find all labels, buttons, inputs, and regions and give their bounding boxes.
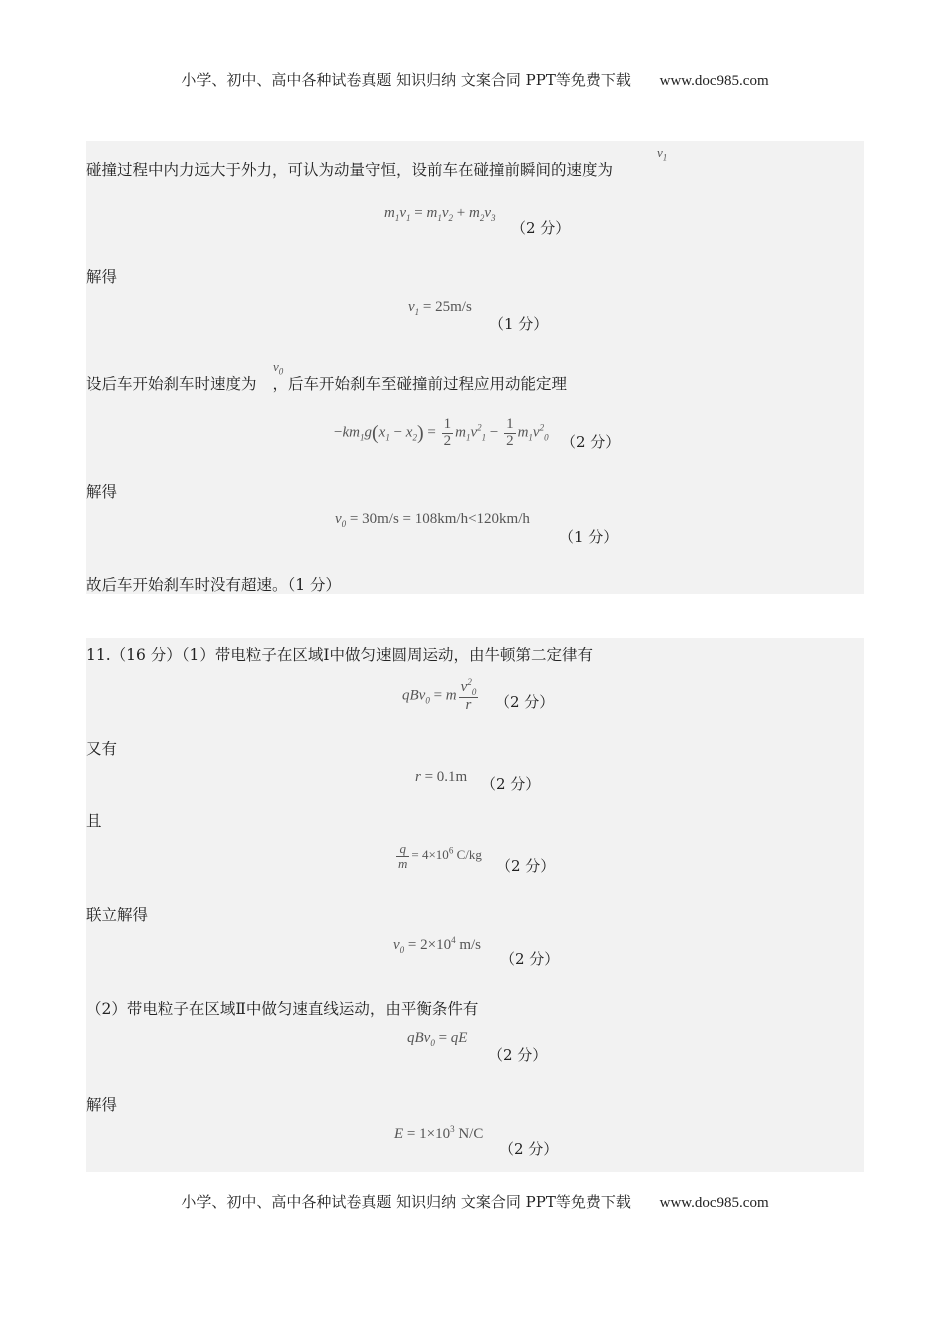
points-badge: （2 分） (561, 433, 621, 451)
part-2-intro: （2）带电粒子在区域Ⅱ中做匀速直线运动，由平衡条件有 (86, 1000, 479, 1018)
solve-label: 解得 (86, 1096, 118, 1114)
points-badge: （2 分） (499, 1140, 559, 1158)
balance-equation: qBv$_0$ = qE (407, 1030, 468, 1048)
charge-mass-equation: $\frac{q}{m}$ = $4\times 10^6$ C/kg (398, 841, 482, 871)
conclusion: 故后车开始刹车时没有超速。（1 分） (86, 576, 342, 594)
solution-panel-1 (86, 141, 864, 594)
also-label: 又有 (86, 740, 118, 758)
v0-velocity-result: $v_0 = 2\times 10^4$ m/s (393, 935, 482, 955)
v0-symbol: $v_0$ (273, 359, 284, 377)
solve-label: 解得 (86, 268, 118, 286)
work-energy-equation: $-km_1g(x_1 - x_2)$ = $\frac{1}{2}$ $m_1v^2_1$ − $\frac{1}{2}$ $m_1v^2_0$ (334, 416, 549, 449)
footer-site: www.doc985.com (659, 1195, 769, 1211)
collision-intro: 碰撞过程中内力远大于外力，可认为动量守恒，设前车在碰撞前瞬间的速度为 (86, 161, 614, 179)
rear-car-intro: 设后车开始刹车时速度为 ，后车开始刹车至碰撞前过程应用动能定理 (86, 375, 568, 393)
solution-panel-2 (86, 638, 864, 1172)
problem-11-intro: 11.（16 分）（1）带电粒子在区域Ⅰ中做匀速圆周运动，由牛顿第二定律有 (86, 646, 594, 664)
page-header (0, 69, 950, 90)
points-badge: （2 分） (488, 1046, 548, 1064)
field-result: $E = 1\times 10^3$ N/C (394, 1124, 484, 1142)
and-label: 且 (86, 812, 102, 830)
footer-text: 小学、初中、高中各种试卷真题 知识归纳 文案合同 PPT等免费下载 (181, 1193, 631, 1211)
header-text: 小学、初中、高中各种试卷真题 知识归纳 文案合同 PPT等免费下载 (181, 71, 631, 89)
momentum-equation: $m_1v_1 = m_1v_2 + m_2v_3$ (384, 205, 496, 223)
v1-symbol: $v_1$ (657, 145, 668, 163)
v0-result: $v_0 = 30m/s = 108km/h<120km/h$ (335, 511, 530, 529)
radius-equation: r = 0.1m (415, 769, 468, 785)
points-badge: （2 分） (496, 857, 556, 875)
points-badge: （2 分） (481, 775, 541, 793)
points-badge: （1 分） (489, 315, 549, 333)
page-footer (0, 1191, 950, 1212)
points-badge: （2 分） (500, 950, 560, 968)
solve-label: 解得 (86, 483, 118, 501)
points-badge: （2 分） (495, 693, 555, 711)
points-badge: （1 分） (559, 528, 619, 546)
lorentz-equation: qBv$_0$ = m $\frac{v^2_0}{r}$ (402, 677, 477, 714)
header-site: www.doc985.com (659, 73, 769, 89)
v1-result: $v_1 = 25m/s$ (408, 299, 472, 317)
points-badge: （2 分） (511, 219, 571, 237)
combine-label: 联立解得 (86, 906, 149, 924)
